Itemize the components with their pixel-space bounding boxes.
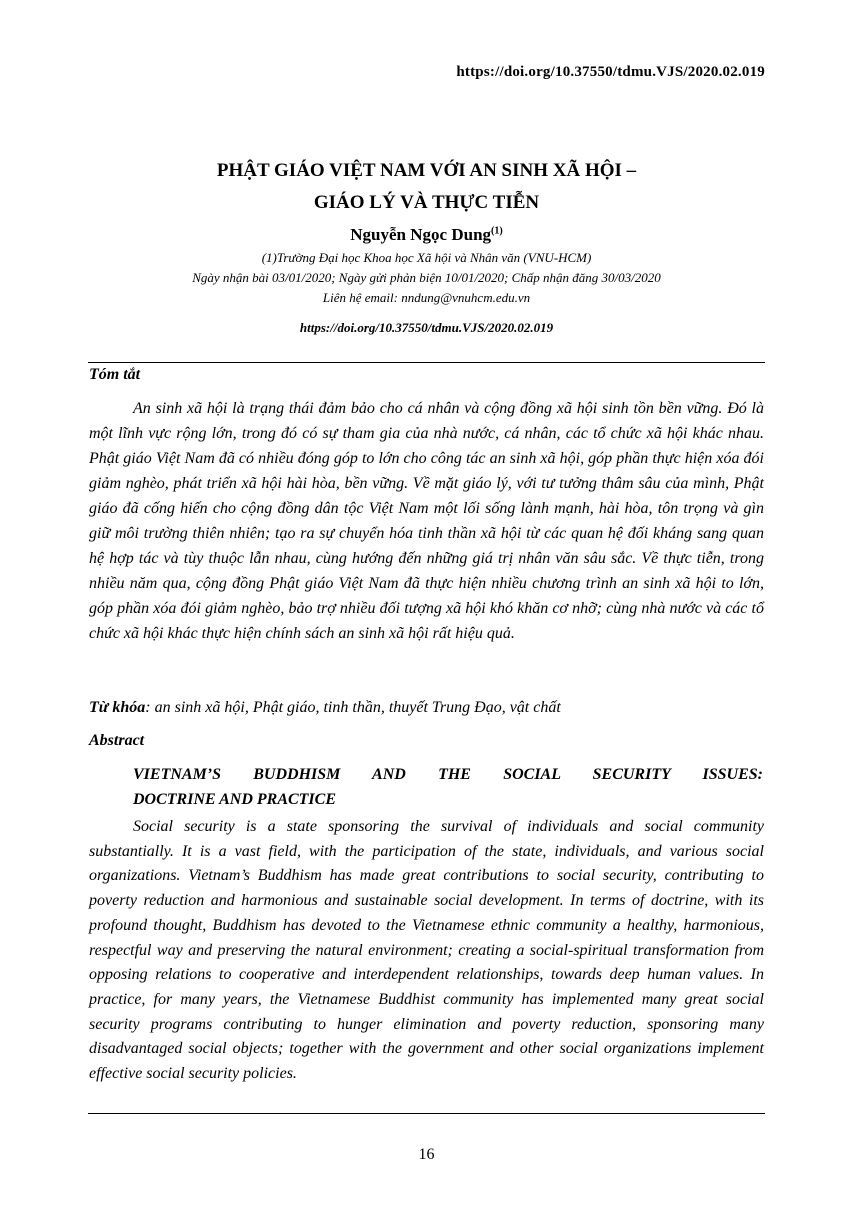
article-title [0,155,853,219]
contact-email: Liên hệ email: nndung@vnuhcm.edu.vn [322,290,531,305]
header-doi[interactable]: https://doi.org/10.37550/tdmu.VJS/2020.02.019 [456,64,765,80]
summary-text: An sinh xã hội là trạng thái đảm bảo cho cá nhân và cộng đồng xã hội sinh tồn bền vững. Đó là một lĩnh vực rộng lớn, trong đó có sự tham gia của nhà nước, cá nhân, các tổ chức xã hội khác nhau. Phật giáo Việt Nam đã có nhiều đóng góp to lớn cho công tác an sinh xã hội, góp phần thực hiện xóa đói giảm nghèo, phát triển xã hội hài hòa, bền vững. Về mặt giáo lý, với tư tưởng thâm sâu của mình, Phật giáo đã cống hiến cho cộng đồng dân tộc Việt Nam một lối sống lành mạnh, hài hòa, tôn trọng và gìn giữ môi trường thiên nhiên; tạo ra sự chuyển hóa tinh thần xã hội từ các quan hệ đối kháng sang quan hệ hợp tác và tùy thuộc lẫn nhau, cùng hướng đến những giá trị nhân văn sâu sắc. Về thực tiễn, trong nhiều năm qua, cộng đồng Phật giáo Việt Nam đã thực hiện nhiều chương trình an sinh xã hội to lớn, góp phần xóa đói giảm nghèo, bảo trợ nhiều đối tượng xã hội khó khăn cơ nhỡ; cùng nhà nước và các tổ chức xã hội khác thực hiện chính sách an sinh xã hội rất hiệu quả. [89,400,764,642]
english-title [133,762,763,812]
article-meta [0,248,853,308]
summary-heading: Tóm tắt [89,366,141,383]
affiliation: (1)Trường Đại học Khoa học Xã hội và Nhân văn (VNU-HCM) [261,250,592,265]
keywords-label: Từ khóa [89,699,146,716]
english-title-line-1: VIETNAM’S BUDDHISM AND THE SOCIAL SECURITY ISSUES: [133,766,763,783]
article-doi[interactable]: https://doi.org/10.37550/tdmu.VJS/2020.02.019 [299,320,554,335]
keywords-list: : an sinh xã hội, Phật giáo, tinh thần, thuyết Trung Đạo, vật chất [145,699,561,716]
title-line-1: PHẬT GIÁO VIỆT NAM VỚI AN SINH XÃ HỘI – [216,160,637,181]
page-number: 16 [418,1146,435,1163]
bottom-divider [88,1113,765,1114]
abstract-heading: Abstract [89,732,145,749]
author-name [0,225,853,245]
abstract-text: Social security is a state sponsoring the survival of individuals and social community substantially. It is a vast field, with the participation of the state, individuals, and various social organizations. Vietnam’s Buddhism has made great contributions to social security, contributing to poverty reduction and harmonious and sustainable social development. In terms of doctrine, with its profound thought, Buddhism has devoted to the Vietnamese ethnic community a healthy, harmonious, respectful way and preserving the natural environment; creating a social-spiritual transformation from opposing relations to cooperative and interdependent relationships, towards deep human values. In practice, for many years, the Vietnamese Buddhist community has implemented many great social security programs contributing to hunger elimination and poverty reduction, sponsoring many disadvantaged social objects; together with the government and other social organizations implement effective social security policies. [89,818,764,1083]
english-title-line-2: DOCTRINE AND PRACTICE [133,791,336,808]
keywords [89,699,764,717]
submission-dates: Ngày nhận bài 03/01/2020; Ngày gửi phản biện 10/01/2020; Chấp nhận đăng 30/03/2020 [192,270,661,285]
author-text: Nguyễn Ngọc Dung [350,225,492,244]
title-line-2: GIÁO LÝ VÀ THỰC TIỄN [313,192,540,213]
author-footnote-marker: (1) [491,225,503,237]
top-divider [88,362,765,363]
